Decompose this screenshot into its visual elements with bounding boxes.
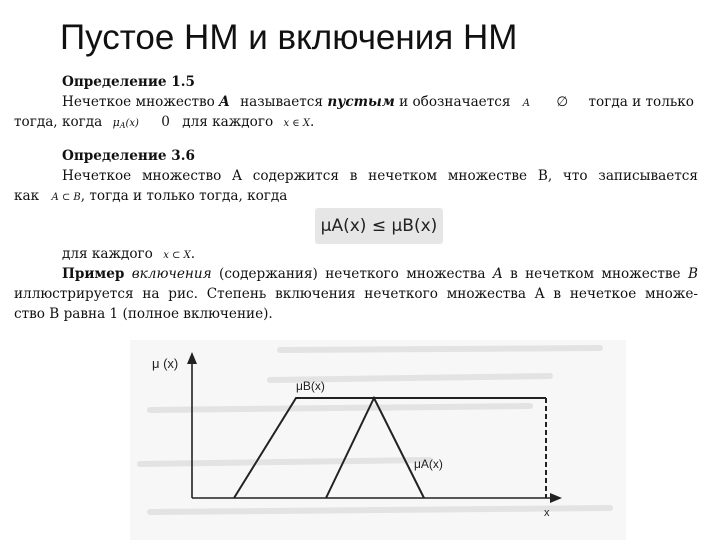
example-label: Пример: [62, 266, 125, 282]
zero-value: 0: [161, 114, 170, 130]
example-line-2: иллюстрируется на рис. Степень включения нечеткого множества A в нечеткое множе-: [14, 286, 698, 302]
definition-3-6-line-1: Нечеткое множество A содержится в нечетком множестве B, что записывается: [62, 168, 698, 184]
def15-text: Нечеткое множество: [62, 94, 215, 110]
membership-function-figure: [130, 340, 626, 540]
definition-3-6-line-2: [14, 186, 287, 208]
def15-set-a: A: [219, 94, 230, 110]
x-axis-label: x: [544, 507, 550, 519]
slide-title: Пустое НМ и включения НМ: [60, 18, 518, 57]
period: .: [310, 114, 315, 130]
example-line-1: [62, 264, 698, 284]
def15-text: тогда, когда: [14, 114, 103, 130]
def36-text: для каждого: [62, 246, 153, 262]
example-line-3: ство B равна 1 (полное включение).: [14, 306, 273, 322]
subset-symbol: A ⊂ B: [51, 192, 81, 203]
definition-1-5-line-1: [62, 92, 694, 114]
scan-bleed-through: [140, 348, 610, 512]
def15-text: тогда и только: [588, 94, 694, 110]
definition-3-6-line-3: [62, 244, 195, 266]
period: .: [190, 246, 196, 262]
example-set-a: A: [492, 266, 503, 282]
inclusion-formula: μA(x) ≤ μB(x): [315, 208, 443, 244]
example-term: включения: [131, 266, 212, 282]
mu-b-label: μB(x): [296, 379, 325, 393]
mu-argument: (x): [125, 118, 139, 129]
definition-1-5-heading: Определение 1.5: [62, 74, 195, 90]
mu-symbol: μ: [112, 116, 120, 129]
example-set-b: B: [687, 266, 698, 282]
x-axis-arrow: [550, 493, 562, 503]
def15-text: называется: [240, 94, 323, 110]
def15-symbol-a: A: [522, 98, 530, 109]
y-axis-label: μ (x): [152, 356, 179, 371]
x-in-x-symbol: x ∈ X: [283, 118, 310, 129]
example-text: (содержания) нечеткого множества: [219, 266, 486, 282]
def36-text: как: [14, 188, 40, 204]
mu-a-curve: [326, 398, 424, 498]
membership-plot: [130, 340, 626, 540]
mu-subscript: A: [119, 121, 126, 130]
def36-text: , тогда и только тогда, когда: [80, 188, 288, 204]
def15-empty-term: пустым: [327, 94, 395, 110]
mu-b-curve: [234, 398, 546, 498]
definition-3-6-heading: Определение 3.6: [62, 148, 195, 164]
x-subset-x-symbol: x ⊂ X: [163, 250, 191, 261]
def15-text: и обозначается: [399, 94, 511, 110]
mu-a-label: μA(x): [414, 457, 443, 471]
def15-text: для каждого: [182, 114, 274, 130]
empty-set-symbol: ∅: [556, 94, 569, 110]
definition-1-5-line-2: [14, 112, 314, 136]
y-axis-arrow: [187, 352, 197, 364]
example-text: в нечетком множестве: [510, 266, 681, 282]
